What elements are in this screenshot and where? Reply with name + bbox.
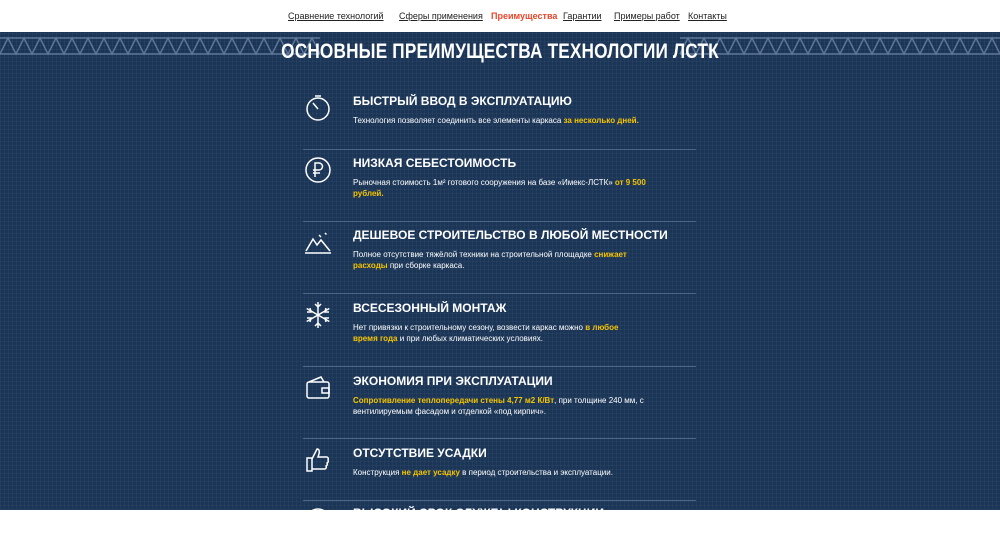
advantage-title: ВСЕСЕЗОННЫЙ МОНТАЖ [353, 301, 507, 315]
nav-link-guarantees[interactable]: Гарантии [563, 11, 602, 21]
nav-link-contacts[interactable]: Контакты [688, 11, 727, 21]
advantage-text: Полное отсутствие тяжёлой техники на строительной площадке снижает расходы при сборке каркаса. [353, 250, 627, 270]
nav-link-portfolio[interactable]: Примеры работ [614, 11, 680, 21]
divider [303, 293, 696, 294]
advantage-text: Сопротивление теплопередачи стены 4,77 м2 К/Вт, при толщине 240 мм, с вентилируемым фасадом и отделкой «под кирпич». [353, 396, 644, 416]
advantage-title: ВЫСОКИЙ СРОК СЛУЖБЫ КОНСТРУКЦИИ [353, 506, 605, 520]
advantage-title: ОТСУТСТВИЕ УСАДКИ [353, 446, 487, 460]
advantage-title: БЫСТРЫЙ ВВОД В ЭКСПЛУАТАЦИЮ [353, 94, 572, 108]
advantage-text: Нет привязки к строительному сезону, возвести каркас можно в любое время года и при любых климатических условиях. [353, 323, 619, 343]
ruble-icon [303, 155, 333, 185]
divider [303, 500, 696, 501]
advantage-title: НИЗКАЯ СЕБЕСТОИМОСТЬ [353, 156, 517, 170]
advantage-text: Конструкция не дает усадку в период строительства и эксплуатации. [353, 468, 613, 477]
top-nav [0, 0, 1000, 32]
advantage-text: Рыночная стоимость 1м² готового сооружения на базе «Имекс-ЛСТК» от 9 500 рублей. [353, 178, 646, 198]
divider [303, 438, 696, 439]
advantage-title: ДЕШЕВОЕ СТРОИТЕЛЬСТВО В ЛЮБОЙ МЕСТНОСТИ [353, 228, 668, 242]
divider [303, 149, 696, 150]
nav-link-applications[interactable]: Сферы применения [399, 11, 483, 21]
nav-link-advantages[interactable]: Преимущества [491, 11, 558, 21]
advantage-title: ЭКОНОМИЯ ПРИ ЭКСПЛУАТАЦИИ [353, 374, 553, 388]
thumbs-up-icon [303, 445, 333, 475]
advantages-section [0, 32, 1000, 520]
advantage-text: Технология позволяет соединить все элементы каркаса за несколько дней. [353, 116, 639, 125]
divider [303, 221, 696, 222]
wallet-icon [303, 373, 333, 403]
nav-link-comparison[interactable]: Сравнение технологий [288, 11, 384, 21]
snowflake-icon [303, 300, 333, 330]
stopwatch-icon [303, 93, 333, 123]
partial-icon [303, 505, 333, 535]
section-title: ОСНОВНЫЕ ПРЕИМУЩЕСТВА ТЕХНОЛОГИИ ЛСТК [281, 40, 719, 63]
divider [303, 366, 696, 367]
mountain-icon [303, 227, 333, 257]
